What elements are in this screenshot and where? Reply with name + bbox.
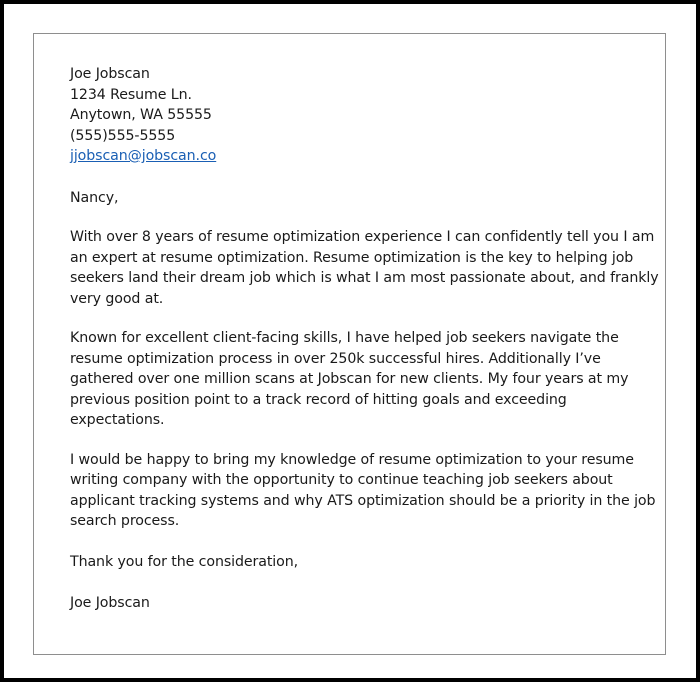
paragraph-line: very good at. bbox=[70, 290, 164, 307]
letter-page bbox=[33, 33, 666, 655]
signature: Joe Jobscan bbox=[70, 595, 150, 611]
paragraph-line: an expert at resume optimization. Resume optimization is the key to helping job bbox=[70, 249, 634, 266]
paragraph-3 bbox=[70, 450, 656, 532]
paragraph-line: I would be happy to bring my knowledge of resume optimization to your resume bbox=[70, 451, 634, 468]
paragraph-line: With over 8 years of resume optimization experience I can confidently tell you I am bbox=[70, 229, 655, 245]
paragraph-line: writing company with the opportunity to continue teaching job seekers about bbox=[70, 472, 613, 488]
paragraph-line: previous position point to a track record of hitting goals and exceeding bbox=[70, 391, 567, 408]
paragraph-line: gathered over one million scans at Jobscan for new clients. My four years at my bbox=[70, 371, 629, 387]
sender-city: Anytown, WA 55555 bbox=[70, 107, 212, 123]
paragraph-line: Known for excellent client-facing skills, I have helped job seekers navigate the bbox=[70, 330, 619, 346]
paragraph-line: seekers land their dream job which is what I am most passionate about, and frankly bbox=[70, 270, 659, 286]
greeting: Nancy, bbox=[70, 189, 119, 206]
paragraph-1 bbox=[70, 227, 659, 309]
paragraph-line: applicant tracking systems and why ATS optimization should be a priority in the job bbox=[70, 492, 656, 509]
paragraph-line: expectations. bbox=[70, 412, 165, 428]
closing: Thank you for the consideration, bbox=[70, 553, 299, 570]
paragraph-line: resume optimization process in over 250k successful hires. Additionally I’ve bbox=[70, 350, 601, 367]
sender-email-link[interactable]: jjobscan@jobscan.co bbox=[70, 148, 217, 164]
sender-street: 1234 Resume Ln. bbox=[70, 86, 192, 103]
sender-phone: (555)555-5555 bbox=[70, 127, 176, 144]
sender-name: Joe Jobscan bbox=[70, 66, 150, 82]
paragraph-line: search process. bbox=[70, 513, 180, 529]
sender-block bbox=[70, 64, 650, 167]
paragraph-2 bbox=[70, 328, 650, 431]
cover-letter bbox=[70, 64, 659, 614]
